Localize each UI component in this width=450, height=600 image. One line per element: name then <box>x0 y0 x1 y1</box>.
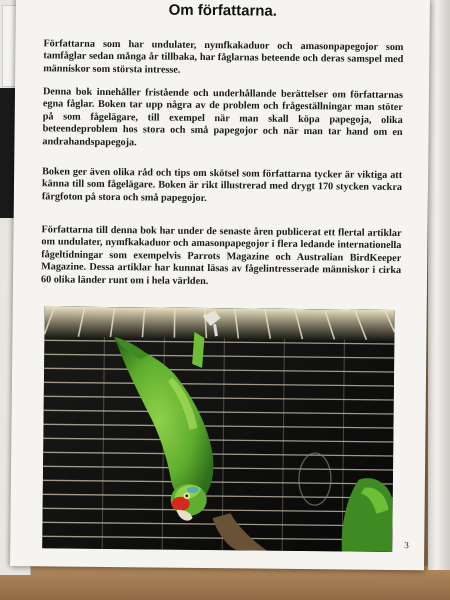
paragraph-3: Boken ger även olika råd och tips om skötsel som författarna tycker är viktiga att känna till som fågelägare. Boken är rikt illustrerad med drygt 170 stycken vackra färgfoton på stora och små papegojor. <box>41 166 403 204</box>
page-number: 3 <box>404 540 409 551</box>
parrot-photo <box>42 306 395 552</box>
wooden-table <box>0 566 450 600</box>
page-title: Om författarna. <box>168 1 278 20</box>
paragraph-2: Denna bok innehåller fristående och underhållande berättelser om författarnas egna fåglar. Boken tar upp några av de problem och frågeställningar man stöter på som fågelägare, till exempel när man skall köpa papegoja, olika beteendeproblem hos stora och små papegojor och när man tar hand om en andrahandspapegoja. <box>42 86 404 148</box>
parrot-in-cage-illustration <box>42 306 395 552</box>
book-page <box>10 0 430 570</box>
book-cover-edge <box>428 0 450 570</box>
paragraph-4: Författarna till denna bok har under de senaste åren publicerat ett flertal artiklar om undulater, nymfkakaduor och amasonpapegojor i flera ledande internationella fågeltidningar som exempelvis Parrots Magazine och Australian BirdKeeper Magazine. Dessa artiklar har kunnat läsas av fågelintresserade människor i cirka 60 olika länder runt om i hela världen. <box>40 224 402 287</box>
paragraph-1: Författarna som har undulater, nymfkakaduor och amasonpapegojor som tamfåglar sedan många år tillbaka, har fåglarnas beteende och deras samspel med människor som största intresse. <box>43 38 404 76</box>
